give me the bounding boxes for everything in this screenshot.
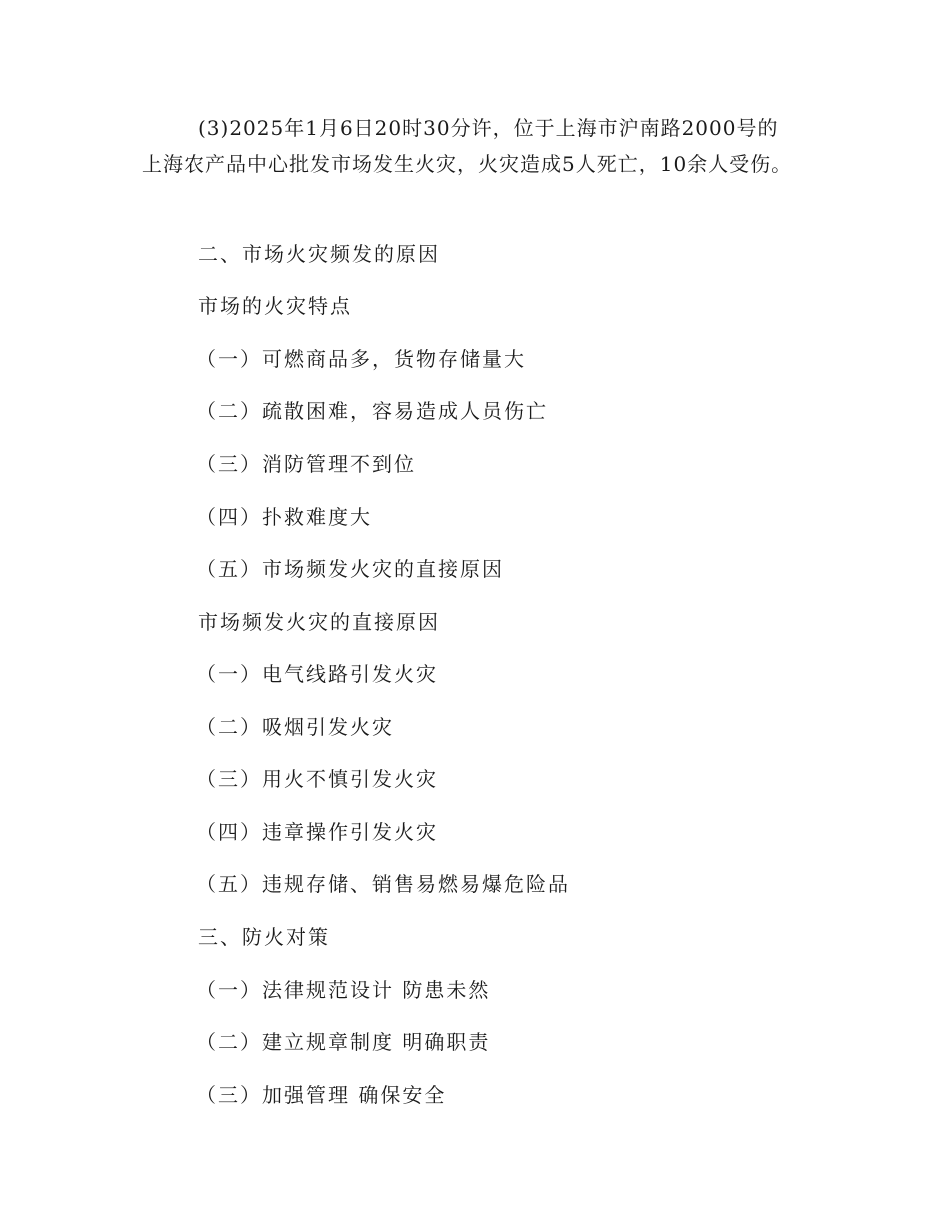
cause-item: （五）违规存储、销售易燃易爆危险品 <box>196 872 570 896</box>
feature-item: （四）扑救难度大 <box>196 505 372 529</box>
cause-item: （三）用火不慎引发火灾 <box>196 767 438 791</box>
measure-item: （一）法律规范设计 防患未然 <box>196 978 491 1002</box>
measure-item: （三）加强管理 确保安全 <box>196 1083 447 1107</box>
causes-heading: 市场频发火灾的直接原因 <box>198 610 440 634</box>
section-three-heading: 三、防火对策 <box>198 925 330 949</box>
feature-item: （一）可燃商品多，货物存储量大 <box>196 347 526 371</box>
intro-paragraph: (3)2025年1月6日20时30分许，位于上海市沪南路2000号的上海农产品中心批发市场发生火灾，火灾造成5人死亡，10余人受伤。 <box>142 116 793 176</box>
features-heading: 市场的火灾特点 <box>198 294 352 318</box>
feature-item: （五）市场频发火灾的直接原因 <box>196 557 504 581</box>
feature-item: （三）消防管理不到位 <box>196 452 416 476</box>
feature-item: （二）疏散困难，容易造成人员伤亡 <box>196 399 548 423</box>
cause-item: （二）吸烟引发火灾 <box>196 715 394 739</box>
cause-item: （一）电气线路引发火灾 <box>196 662 438 686</box>
cause-item: （四）违章操作引发火灾 <box>196 820 438 844</box>
section-two-heading: 二、市场火灾频发的原因 <box>198 242 440 266</box>
measure-item: （二）建立规章制度 明确职责 <box>196 1030 491 1054</box>
